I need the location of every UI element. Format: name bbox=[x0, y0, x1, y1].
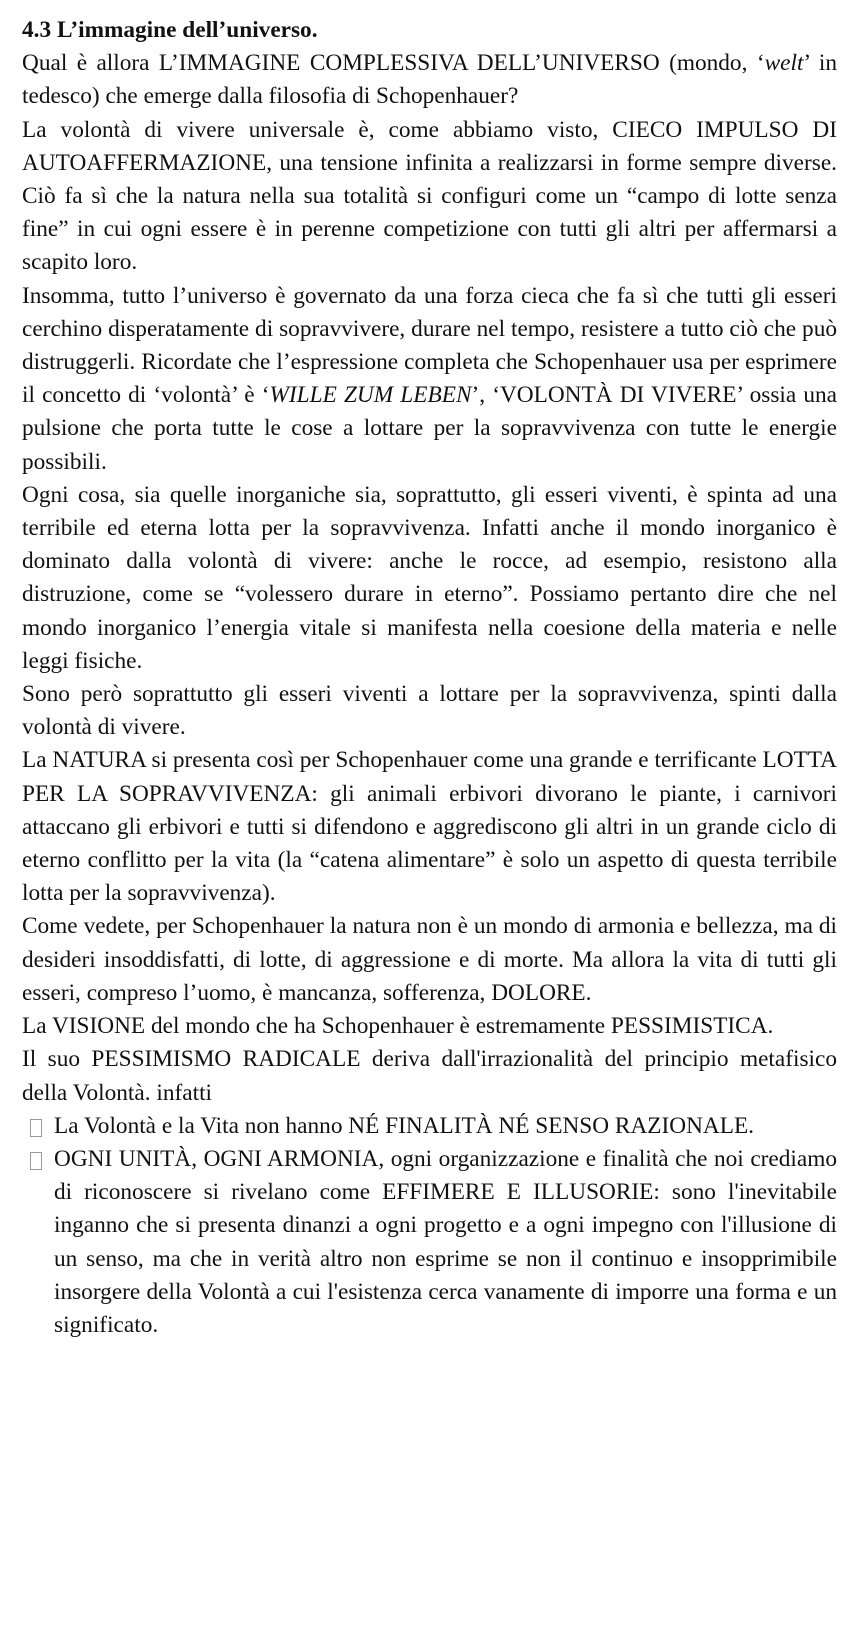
paragraph-suffering: Come vedete, per Schopenhauer la natura non è un mondo di armonia e bellezza, ma di desideri insoddisfatti, di lotte, di aggressione e di morte. Ma allora la vita di tutti gli esseri, compreso l’uomo, è mancanza, sofferenza, DOLORE. bbox=[22, 913, 837, 1006]
list-item-text: La Volontà e la Vita non hanno NÉ FINALITÀ NÉ SENSO RAZIONALE. bbox=[54, 1112, 755, 1139]
paragraph-question-italic: welt bbox=[764, 50, 804, 77]
list-item bbox=[22, 1143, 837, 1342]
bullet-box-icon bbox=[30, 1152, 42, 1170]
paragraph-radical-pessimism: Il suo PESSIMISMO RADICALE deriva dall'irrazionalità del principio metafisico della Volontà. infatti bbox=[22, 1046, 837, 1106]
paragraph-inorganic-world: Ogni cosa, sia quelle inorganiche sia, soprattutto, gli esseri viventi, è spinta ad una terribile ed eterna lotta per la sopravvivenza. Infatti anche il mondo inorganico è dominato dalla volontà di vivere: anche le rocce, ad esempio, resistono alla distruzione, come se “volessero durare in eterno”. Possiamo pertanto dire che nel mondo inorganico l’energia vitale si manifesta nella coesione della materia e nelle leggi fisiche. bbox=[22, 481, 837, 674]
bullet-box-icon bbox=[30, 1119, 42, 1137]
section-heading: 4.3 L’immagine dell’universo. bbox=[22, 17, 318, 43]
paragraph-wille-italic: WILLE ZUM LEBEN bbox=[269, 382, 472, 409]
paragraph-pessimistic-vision: La VISIONE del mondo che ha Schopenhauer è estremamente PESSIMISTICA. bbox=[22, 1013, 774, 1040]
paragraph-nature-struggle: La NATURA si presenta così per Schopenhauer come una grande e terrificante LOTTA PER LA SOPRAVVIVENZA: gli animali erbivori divorano le piante, i carnivori attaccano gli erbivori e tutti si difendono e aggrediscono gli altri in un grande ciclo di eterno conflitto per la vita (la “catena alimentare” è solo un aspetto di questa terribile lotta per la sopravvivenza). bbox=[22, 747, 837, 907]
paragraph-wille-zum-leben bbox=[22, 280, 837, 479]
paragraph-wille-text-b: ’, ‘VOLONTÀ DI VIVERE’ ossia una pulsione che porta tutte le cose a lottare per la sopravvivenza con tutte le energie possibili. bbox=[22, 382, 837, 475]
list-item bbox=[22, 1110, 837, 1143]
list-item-text: OGNI UNITÀ, OGNI ARMONIA, ogni organizzazione e finalità che noi crediamo di riconoscere si rivelano come EFFIMERE E ILLUSORIE: sono l'inevitabile inganno che si presenta dinanzi a ogni progetto e a ogni impegno con l'illusione di un senso, ma che in verità altro non esprime se non il continuo e insopprimibile insorgere della Volontà a cui l'esistenza cerca vanamente di imporre una forma e un significato. bbox=[54, 1145, 837, 1338]
paragraph-question bbox=[22, 47, 837, 113]
paragraph-will-to-live: La volontà di vivere universale è, come abbiamo visto, CIECO IMPULSO DI AUTOAFFERMAZIONE, una tensione infinita a realizzarsi in forme sempre diverse. Ciò fa sì che la natura nella sua totalità si configuri come un “campo di lotte senza fine” in cui ogni essere è in perenne competizione con tutti gli altri per affermarsi a scapito loro. bbox=[22, 116, 837, 276]
paragraph-wille-text-a: Insomma, tutto l’universo è governato da una forza cieca che fa sì che tutti gli esseri cerchino disperatamente di sopravvivere, durare nel tempo, resistere a tutto ciò che può distruggerli. Ricordate che l’espressione completa che Schopenhauer usa per esprimere il concetto di ‘volontà’ è ‘ bbox=[22, 282, 837, 409]
paragraph-living-beings: Sono però soprattutto gli esseri viventi a lottare per la sopravvivenza, spinti dalla volontà di vivere. bbox=[22, 681, 837, 741]
paragraph-question-text-b: ’ in tedesco) che emerge dalla filosofia di Schopenhauer? bbox=[22, 50, 837, 110]
paragraph-question-text-a: Qual è allora L’IMMAGINE COMPLESSIVA DELL’UNIVERSO (mondo, ‘ bbox=[22, 50, 765, 77]
